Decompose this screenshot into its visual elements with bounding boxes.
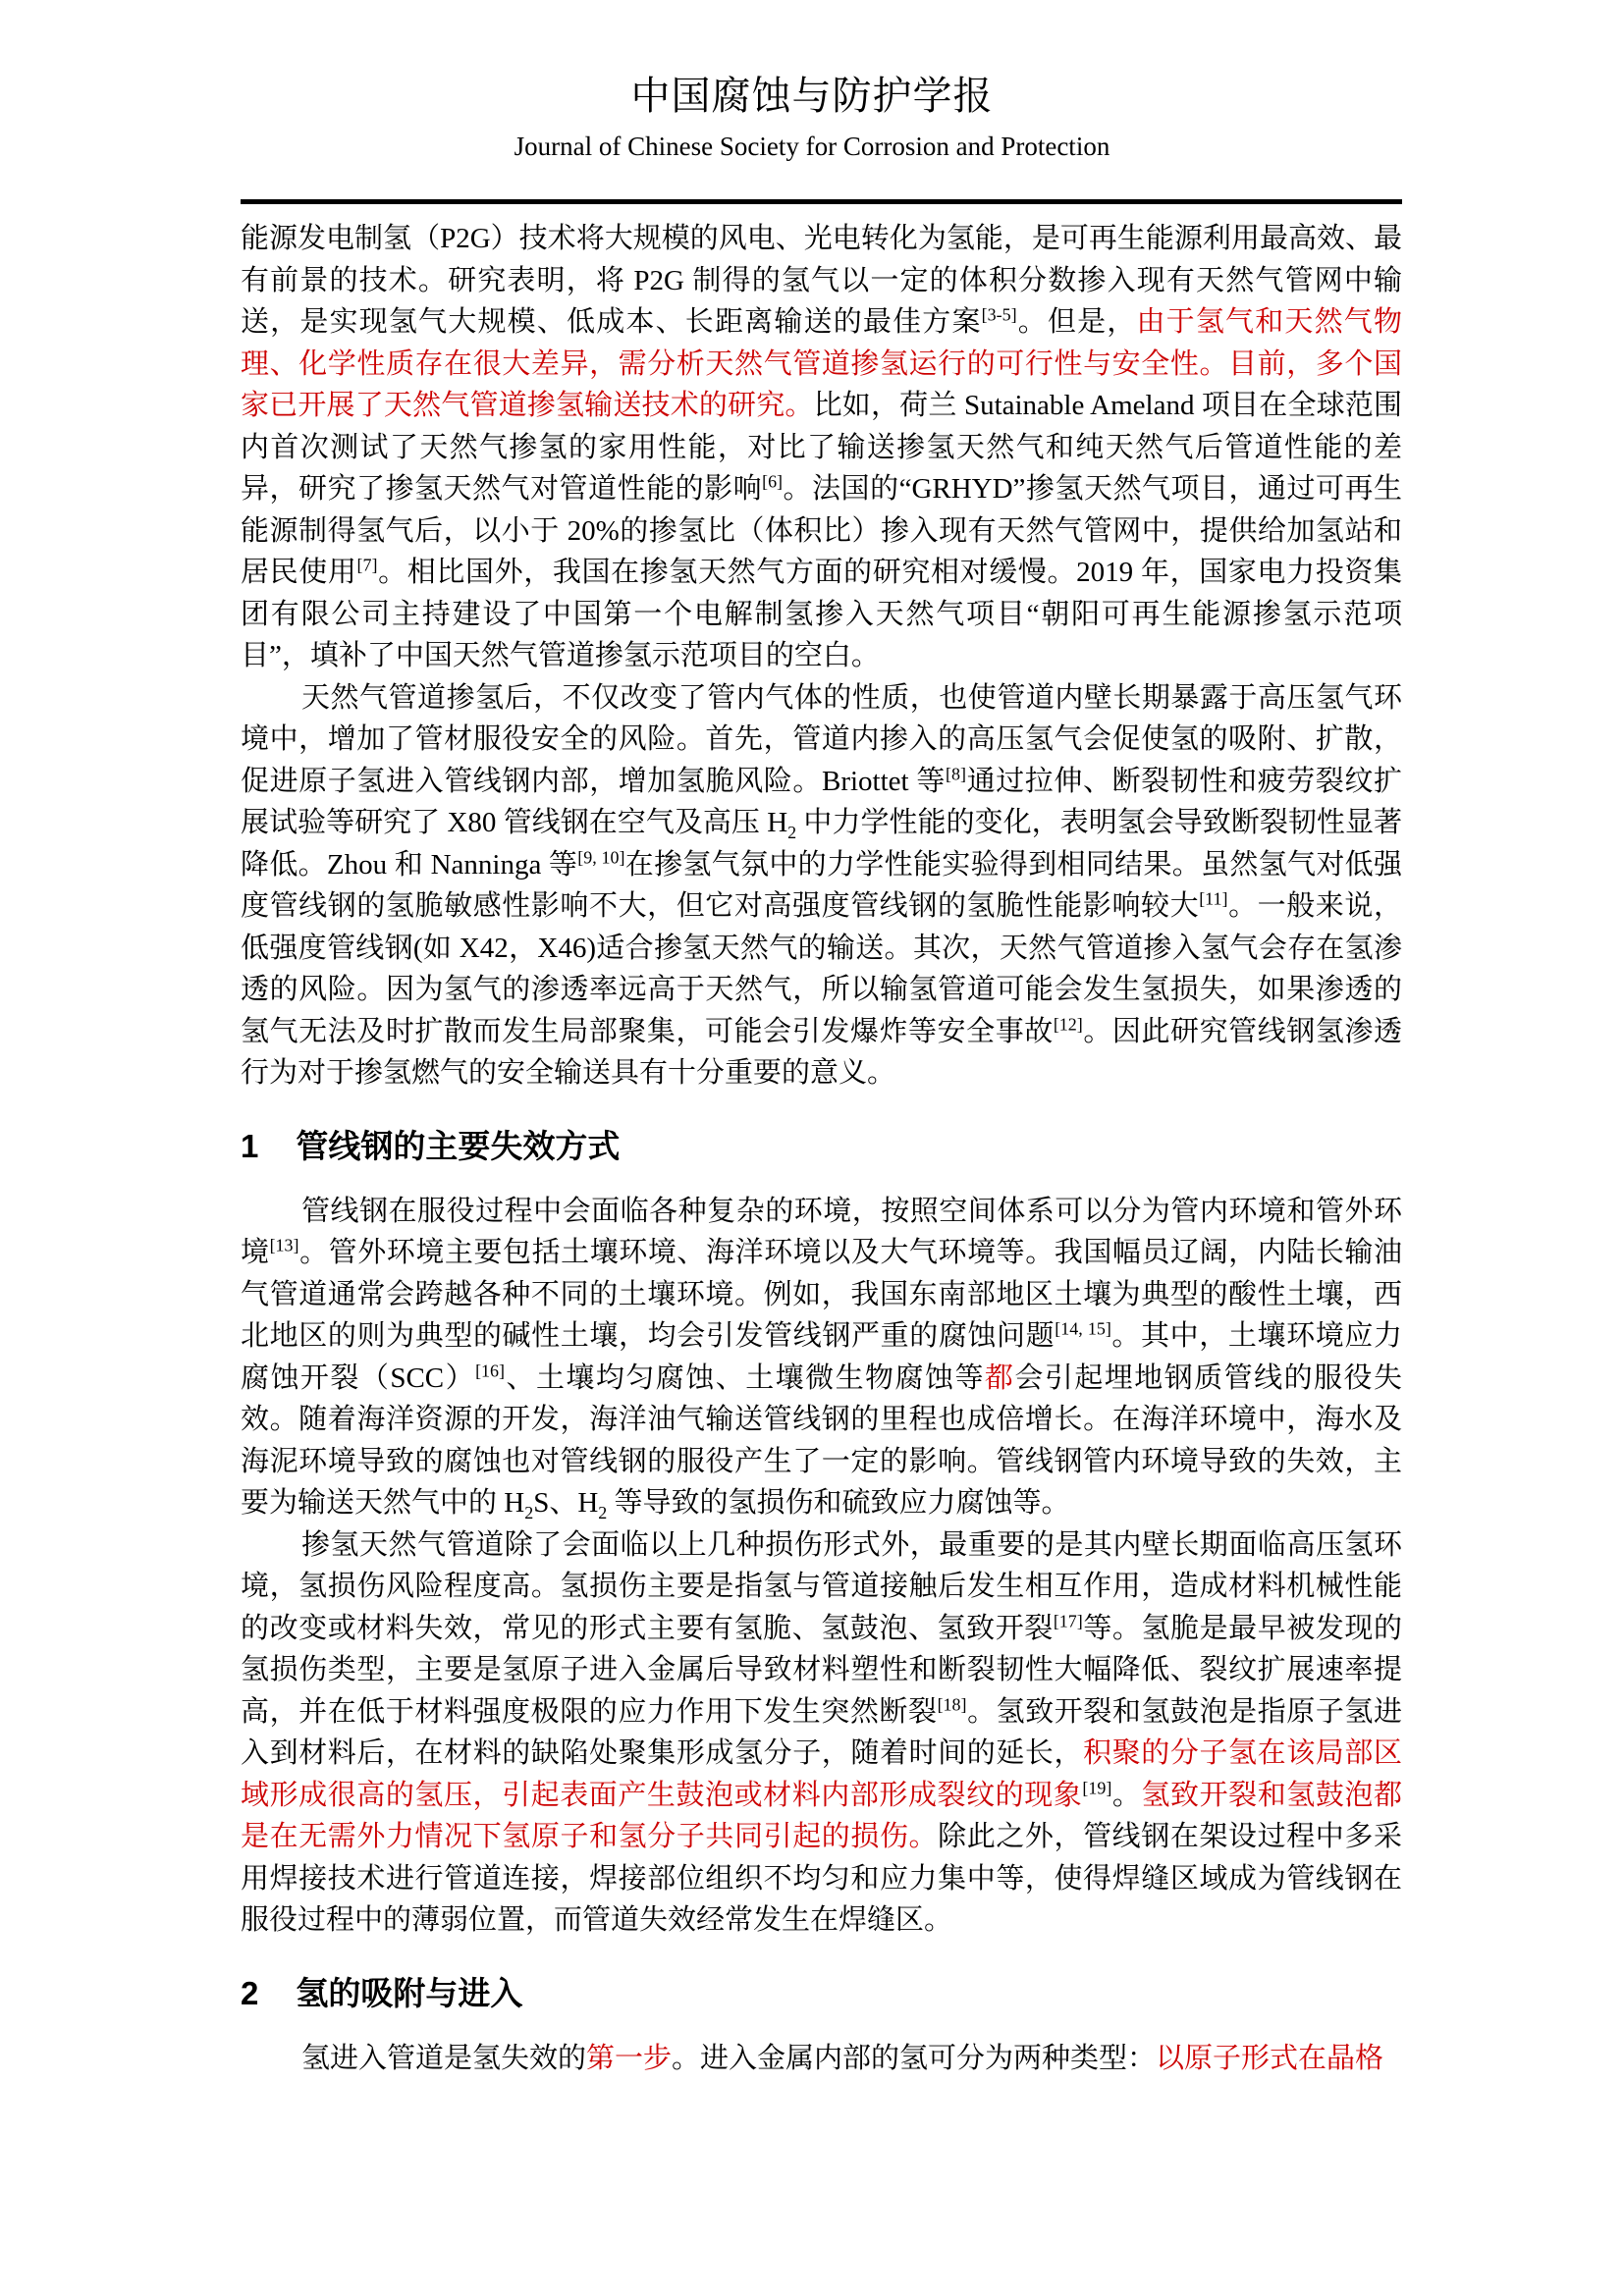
text-run: 在掺氢气氛中的力学性能实验得到相同结果。虽然氢气对低强度管线钢的氢脆敏感性影响不大，但它对高强度管线钢的氢脆性能影响较大 <box>241 848 1402 922</box>
citation-marker: [11] <box>1199 888 1228 909</box>
citation-marker: [16] <box>475 1360 506 1380</box>
text-run: 中力学性能的变化，表明氢会导致断裂韧性显著降低。Zhou 和 Nanninga 等 <box>241 807 1402 881</box>
journal-header <box>0 0 1624 167</box>
text-run: 等导致的氢损伤和硫致应力腐蚀等。 <box>607 1487 1070 1519</box>
citation-marker: [8] <box>946 763 966 783</box>
section-title: 氢的吸附与进入 <box>296 1974 523 2011</box>
chemical-subscript: 2 <box>598 1502 608 1522</box>
citation-marker: [12] <box>1053 1013 1083 1034</box>
text-run: 氢进入管道是氢失效的 <box>301 2042 587 2074</box>
citation-marker: [19] <box>1082 1777 1112 1797</box>
text-run: 除此之外，管线钢在架设过程中多采用焊接技术进行管道连接，焊接部位组织不均匀和应力集中等，使得焊缝区域成为管线钢在服役过程中的薄弱位置，而管道失效经常发生在焊缝区。 <box>241 1821 1402 1936</box>
text-run: 通过拉伸、断裂韧性和疲劳裂纹扩展试验等研究了 X80 管线钢在空气及高压 H <box>241 765 1402 838</box>
chemical-subscript: 2 <box>787 822 797 842</box>
text-run: 。管外环境主要包括土壤环境、海洋环境以及大气环境等。我国幅员辽阔，内陆长输油气管道通常会跨越各种不同的土壤环境。例如，我国东南部地区土壤为典型的酸性土壤，西北地区的则为典型的碱性土壤，均会引发管线钢严重的腐蚀问题 <box>241 1237 1402 1352</box>
paragraph <box>241 2038 1402 2080</box>
paragraph <box>241 1524 1402 1942</box>
text-run: 等。氢脆是最早被发现的氢损伤类型，主要是氢原子进入金属后导致材料塑性和断裂韧性大幅降低、裂纹扩展速率提高，并在低于材料强度极限的应力作用下发生突然断裂 <box>241 1612 1402 1728</box>
journal-title-english: Journal of Chinese Society for Corrosion and Protection <box>514 132 1110 161</box>
paragraph <box>241 1191 1402 1524</box>
highlighted-text-run: 第一步 <box>586 2042 673 2074</box>
text-run: 。法国的“GRHYD”掺氢天然气项目，通过可再生能源制得氢气后，以小于 20%的掺氢比（体积比）掺入现有天然气管网中，提供给加氢站和居民使用 <box>241 473 1402 588</box>
text-run: 。进入金属内部的氢可分为两种类型： <box>672 2042 1157 2074</box>
text-run: S、H <box>533 1487 599 1519</box>
text-run: 。其中，土壤环境应力腐蚀开裂（SCC） <box>241 1320 1402 1394</box>
highlighted-text-run: 以原子形式在晶格 <box>1156 2042 1384 2074</box>
highlighted-text-run: 都 <box>984 1362 1015 1394</box>
text-run: 管线钢在服役过程中会面临各种复杂的环境，按照空间体系可以分为管内环境和管外环境 <box>241 1195 1402 1268</box>
citation-marker: [3-5] <box>981 304 1017 325</box>
text-run: 。氢致开裂和氢鼓泡是指原子氢进入到材料后，在材料的缺陷处聚集形成氢分子，随着时间的延长， <box>241 1695 1402 1769</box>
text-run: 。相比国外，我国在掺氢天然气方面的研究相对缓慢。2019 年，国家电力投资集团有限公司主持建设了中国第一个电解制氢掺入天然气项目“朝阳可再生能源掺氢示范项目”，填补了中国天然气管道掺氢示范项目的空白。 <box>241 557 1402 671</box>
chemical-subscript: 2 <box>524 1502 534 1522</box>
citation-marker: [14, 15] <box>1055 1318 1111 1339</box>
paragraph <box>241 218 1402 677</box>
citation-marker: [17] <box>1053 1610 1083 1630</box>
header-divider-rule <box>241 199 1402 204</box>
citation-marker: [18] <box>937 1693 967 1714</box>
citation-marker: [9, 10] <box>577 846 625 867</box>
journal-title-chinese: 中国腐蚀与防护学报 <box>630 74 994 118</box>
text-run: 、土壤均匀腐蚀、土壤微生物腐蚀等 <box>505 1362 985 1394</box>
text-run: 。但是， <box>1016 306 1137 338</box>
text-run: 会引起埋地钢质管线的服役失效。随着海洋资源的开发，海洋油气输送管线钢的里程也成倍增长。在海洋环境中，海水及海泥环境导致的腐蚀也对管线钢的服役产生了一定的影响。管线钢管内环境导致的失效，主要为输送天然气中的 H <box>241 1362 1402 1519</box>
text-run: 。因此研究管线钢氢渗透行为对于掺氢燃气的安全输送具有十分重要的意义。 <box>241 1015 1402 1089</box>
text-run: 能源发电制氢（P2G）技术将大规模的风电、光电转化为氢能，是可再生能源利用最高效、最有前景的技术。研究表明，将 P2G 制得的氢气以一定的体积分数掺入现有天然气管网中输送，是实现氢气大规模、低成本、长距离输送的最佳方案 <box>241 223 1402 338</box>
text-run: 。一般来说，低强度管线钢(如 X42，X46)适合掺氢天然气的输送。其次，天然气管道掺入氢气会存在氢渗透的风险。因为氢气的渗透率远高于天然气，所以输氢管道可能会发生氢损失，如果渗透的氢气无法及时扩散而发生局部聚集，可能会引发爆炸等安全事故 <box>241 890 1402 1047</box>
article-body <box>241 218 1402 2079</box>
paragraph <box>241 677 1402 1095</box>
section-heading <box>241 1971 1402 2016</box>
citation-marker: [7] <box>356 555 378 575</box>
text-run: 掺氢天然气管道除了会面临以上几种损伤形式外，最重要的是其内壁长期面临高压氢环境，氢损伤风险程度高。氢损伤主要是指氢与管道接触后发生相互作用，造成材料机械性能的改变或材料失效，常见的形式主要有氢脆、氢鼓泡、氢致开裂 <box>241 1528 1402 1644</box>
text-run: 天然气管道掺氢后，不仅改变了管内气体的性质，也使管道内壁长期暴露于高压氢气环境中，增加了管材服役安全的风险。首先，管道内掺入的高压氢气会促使氢的吸附、扩散，促进原子氢进入管线钢内部，增加氢脆风险。Briottet 等 <box>241 681 1402 797</box>
section-number: 1 <box>241 1127 259 1164</box>
citation-marker: [13] <box>269 1235 299 1255</box>
citation-marker: [6] <box>762 471 784 492</box>
section-title: 管线钢的主要失效方式 <box>296 1127 621 1164</box>
highlighted-text-run: 氢致开裂和氢鼓泡都是在无需外力情况下氢原子和氢分子共同引起的损伤。 <box>241 1779 1402 1852</box>
section-number: 2 <box>241 1974 259 2011</box>
text-run: 。 <box>1111 1779 1142 1811</box>
section-heading <box>241 1124 1402 1169</box>
highlighted-text-run: 由于氢气和天然气物理、化学性质存在很大差异，需分析天然气管道掺氢运行的可行性与安全性。目前，多个国家已开展了天然气管道掺氢输送技术的研究。 <box>241 306 1402 421</box>
highlighted-text-run: 积聚的分子氢在该局部区域形成很高的氢压，引起表面产生鼓泡或材料内部形成裂纹的现象 <box>241 1737 1402 1811</box>
text-run: 比如，荷兰 Sutainable Ameland 项目在全球范围内首次测试了天然气掺氢的家用性能，对比了输送掺氢天然气和纯天然气后管道性能的差异，研究了掺氢天然气对管道性能的影响 <box>241 390 1402 505</box>
